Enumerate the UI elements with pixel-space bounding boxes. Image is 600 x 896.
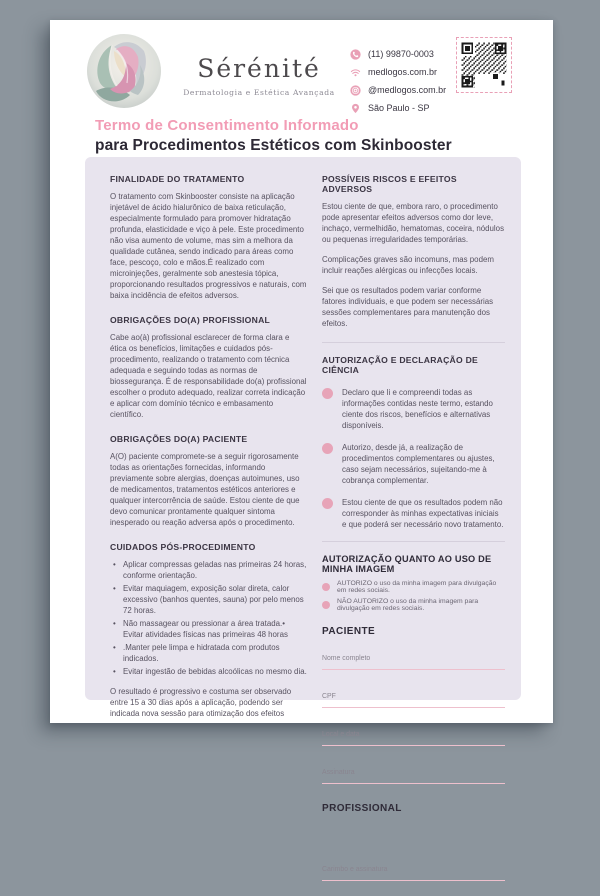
field-label: Local e data <box>322 731 360 738</box>
declaration-item <box>322 442 505 486</box>
declaration-text: Autorizo, desde já, a realização de procedimentos complementares ou ajustes, caso sejam necessários, sujeitando-me à cobrança complementar. <box>342 443 495 485</box>
brand-block <box>176 54 342 97</box>
clinic-logo <box>86 33 162 109</box>
title-line-2: para Procedimentos Estéticos com Skinbooster <box>95 137 452 154</box>
right-column <box>322 174 505 873</box>
section-heading: PACIENTE <box>322 626 376 637</box>
document-title <box>95 117 452 155</box>
title-line-1: Termo de Consentimento Informado <box>95 117 359 134</box>
qr-code-icon <box>460 41 508 89</box>
wifi-icon <box>350 67 361 78</box>
contact-location: São Paulo - SP <box>368 103 430 113</box>
section-body: Complicações graves são incomuns, mas podem incluir reações alérgicas ou infecções locais. <box>322 255 494 275</box>
declaration-item <box>322 387 505 431</box>
section-heading: CUIDADOS PÓS-PROCEDIMENTO <box>110 542 256 552</box>
location-pin-icon <box>350 103 361 114</box>
image-option <box>322 598 505 612</box>
section-riscos <box>322 174 505 338</box>
section-body: Cabe ao(à) profissional esclarecer de forma clara e ética os benefícios, limitações e cuidados pós-procedimento, realizando o tratamento com técnica adequada e seguindo todas as normas de biossegurança. É de responsabilidade do(a) profissional escolher o produto adequado, realizar correta indicação e aplicar com domínio técnico e embasamento científico. <box>110 333 307 419</box>
contact-location-row <box>350 99 446 117</box>
option-circle[interactable] <box>322 583 330 591</box>
contact-block <box>350 45 446 117</box>
section-heading: OBRIGAÇÕES DO(A) PACIENTE <box>110 434 248 444</box>
section-heading: POSSÍVEIS RISCOS E EFEITOS ADVERSOS <box>322 174 457 194</box>
content-sheet <box>85 157 521 873</box>
section-body: A(O) paciente compromete-se a seguir rigorosamente todas as orientações fornecidas, informando previamente sobre alergias, doenças autoimunes, uso de medicamentos, tratamentos estéticos anteriores e qualquer intercorrência de saúde. Estou ciente de que devo comunicar prontamente qualquer sintoma inesperado ou reação adversa após o procedimento. <box>110 452 300 527</box>
option-circle[interactable] <box>322 601 330 609</box>
cuidados-list <box>110 559 307 677</box>
declaration-text: Declaro que li e compreendi todas as informações contidas neste termo, estando ciente dos riscos, benefícios e alternativas disponíveis. <box>342 388 493 430</box>
section-obrigacoes-profissional <box>110 315 307 420</box>
section-heading: PROFISSIONAL <box>322 803 402 814</box>
section-declaracao <box>322 355 505 541</box>
contact-phone: (11) 99870-0003 <box>368 49 434 59</box>
section-heading: FINALIDADE DO TRATAMENTO <box>110 174 245 184</box>
document-page <box>50 20 553 873</box>
signature-field[interactable] <box>322 723 505 746</box>
field-label: Carimbo e assinatura <box>322 866 388 873</box>
signature-field[interactable] <box>322 647 505 670</box>
brand-tagline: Dermatologia e Estética Avançada <box>183 88 335 97</box>
section-heading: AUTORIZAÇÃO QUANTO AO USO DE MINHA IMAGEM <box>322 554 492 574</box>
contact-instagram: @medlogos.com.br <box>368 85 447 95</box>
field-label: Nome completo <box>322 655 371 662</box>
list-item: • Aplicar compressas geladas nas primeiras 24 horas, conforme orientação. <box>123 559 307 581</box>
contact-instagram-row <box>350 81 446 99</box>
section-uso-imagem <box>322 554 505 616</box>
phone-icon <box>350 49 361 60</box>
section-heading: AUTORIZAÇÃO E DECLARAÇÃO DE CIÊNCIA <box>322 355 479 375</box>
signature-field[interactable] <box>322 685 505 708</box>
section-body: O tratamento com Skinbooster consiste na aplicação injetável de ácido hialurônico de baixa reticulação, especialmente formulado para promover hidratação profunda, elasticidade e viço à pele. Este procedimento não visa aumento de volume, mas sim a melhora da qualidade cutânea, sendo indicado para áreas como face, pescoço, colo e mãos.É realizado com microinjeções, geralmente sob anestesia tópica, proporcionando resultados progressivos e naturais, com baixa incidência de efeitos adversos. <box>110 192 307 300</box>
option-text: NÃO AUTORIZO o uso da minha imagem para divulgação em redes sociais. <box>337 598 479 612</box>
section-cuidados <box>110 542 307 719</box>
field-label: Assinatura <box>322 769 355 776</box>
cuidados-closing: O resultado é progressivo e costuma ser observado entre 15 a 30 dias após a aplicação, podendo ser indicada nova sessão para otimização dos efeitos <box>110 687 292 718</box>
declaration-item <box>322 497 505 530</box>
divider <box>322 541 505 542</box>
section-obrigacoes-paciente <box>110 434 307 528</box>
stamp-space <box>322 824 505 858</box>
brand-name: Sérénité <box>197 54 321 83</box>
checkbox-circle[interactable] <box>322 388 333 399</box>
declaration-text: Estou ciente de que os resultados podem não corresponder às minhas expectativas iniciais e que poderá ser necessário novo tratamento. <box>342 498 504 529</box>
section-profissional <box>322 799 505 896</box>
checkbox-circle[interactable] <box>322 443 333 454</box>
section-body: Sei que os resultados podem variar conforme fatores individuais, e que podem ser necessárias sessões complementares para manutenção dos efeitos. <box>322 286 494 328</box>
section-heading: OBRIGAÇÕES DO(A) PROFISSIONAL <box>110 315 271 325</box>
instagram-icon <box>350 85 361 96</box>
list-item: • Evitar ingestão de bebidas alcoólicas no mesmo dia. <box>123 666 307 677</box>
left-column <box>110 174 307 718</box>
qr-code <box>456 37 512 93</box>
section-body: Estou ciente de que, embora raro, o procedimento pode apresentar efeitos adversos como dor leve, inchaço, vermelhidão, hematomas, coceira, nódulos ou pequenas irregularidades temporárias. <box>322 202 505 244</box>
list-item: • .Manter pele limpa e hidratada com produtos indicados. <box>123 642 307 664</box>
checkbox-circle[interactable] <box>322 498 333 509</box>
signature-field[interactable] <box>322 761 505 784</box>
contact-website-row <box>350 63 446 81</box>
section-paciente <box>322 616 505 799</box>
image-option <box>322 580 505 594</box>
contact-phone-row <box>350 45 446 63</box>
divider <box>322 342 505 343</box>
list-item: • Não massagear ou pressionar a área tratada.• Evitar atividades físicas nas primeiras 48 horas <box>123 618 307 640</box>
signature-field[interactable] <box>322 858 505 881</box>
flower-logo-icon <box>86 33 162 109</box>
option-text: AUTORIZO o uso da minha imagem para divulgação em redes sociais. <box>337 580 497 594</box>
list-item: • Evitar maquiagem, exposição solar direta, calor excessivo (banhos quentes, sauna) por pelo menos 72 horas. <box>123 583 307 616</box>
section-finalidade <box>110 174 307 301</box>
contact-website: medlogos.com.br <box>368 67 438 77</box>
field-label: CPF <box>322 693 336 700</box>
